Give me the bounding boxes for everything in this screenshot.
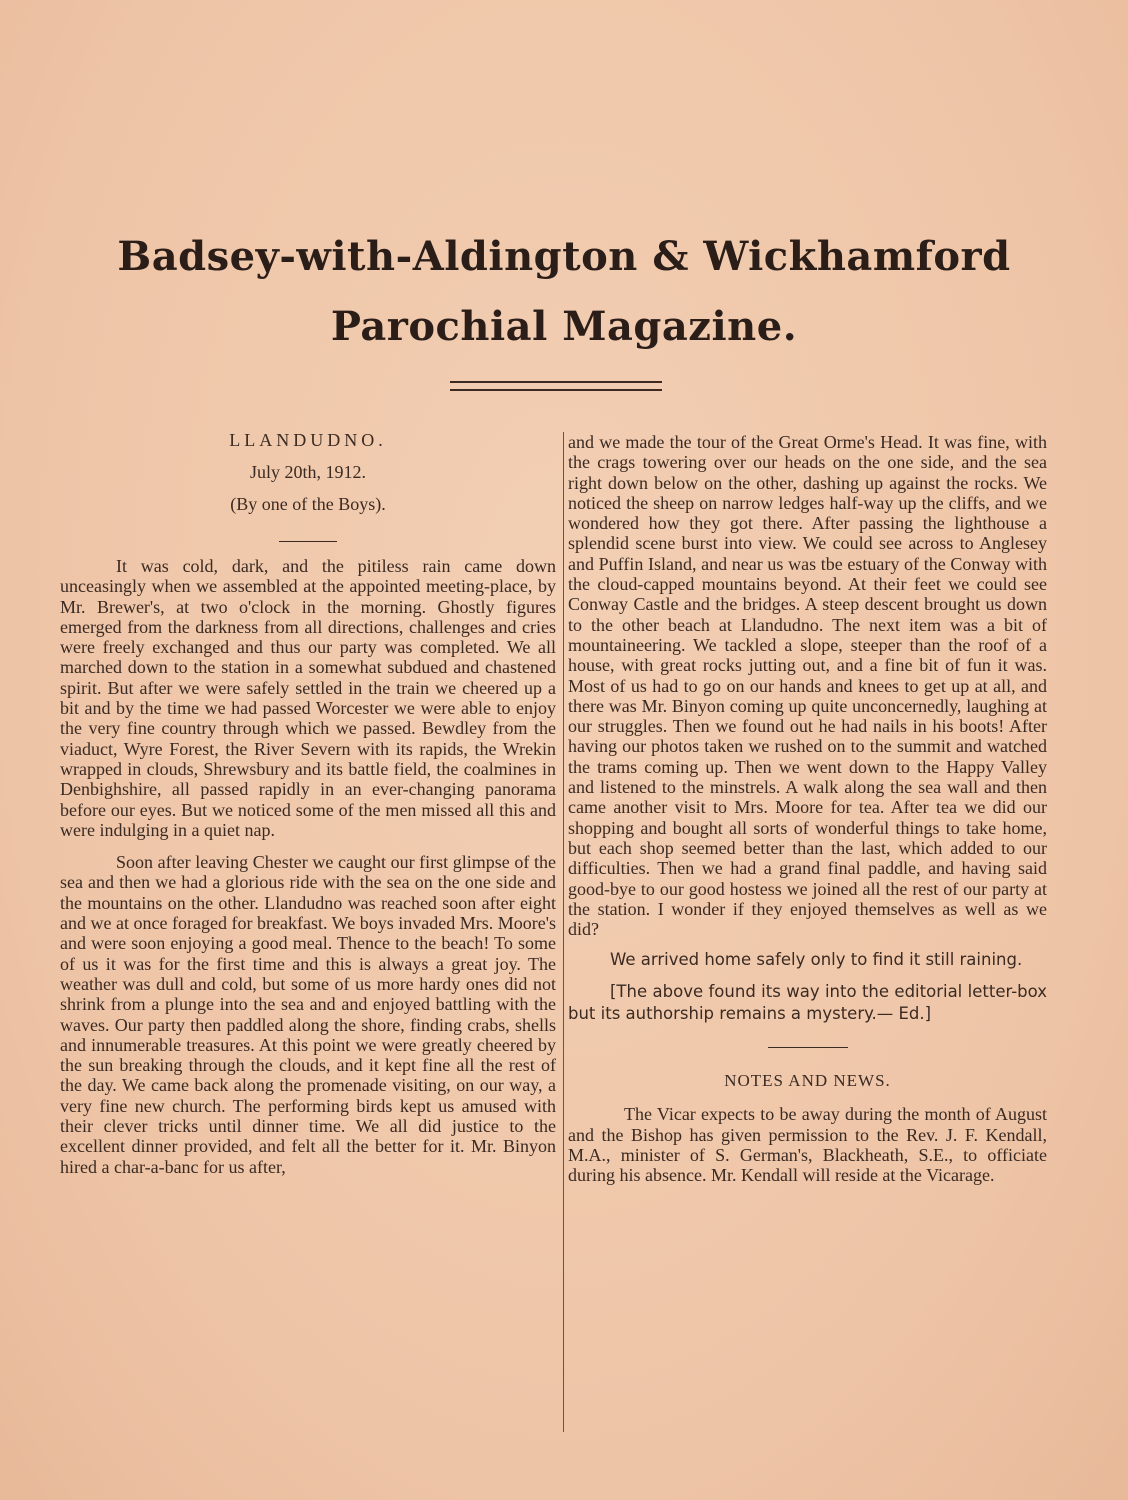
right-column [568,432,1047,1186]
article-paragraph-1: It was cold, dark, and the pitiless rain came down unceasingly when we assembled at the appointed meeting-place, by Mr. Brewer's, at two o'clock in the morning. Ghostly figures emerged from the darkness from all directions, challenges and cries were freely exchanged and thus our party was completed. We all marched down to the station in a somewhat subdued and chastened spirit. But after we were safely settled in the train we cheered up a bit and by the time we had passed Worcester we were able to enjoy the very fine country through which we passed. Bewdley from the viaduct, Wyre Forest, the River Severn with its rapids, the Wrekin wrapped in clouds, Shrewsbury and its battle field, the coalmines in Denbighshire, all passed rapidly in an ever-changing panorama before our eyes. But we noticed some of the men missed all this and were indulging in a quiet nap. [60,556,556,840]
masthead-double-rule [450,381,662,391]
article-date: July 20th, 1912. [249,462,366,482]
notes-divider [768,1047,848,1048]
notes-paragraph-1: The Vicar expects to be away during the month of August and the Bishop has given permission to the Rev. J. F. Kendall, M.A., minister of S. German's, Blackheath, S.E., to officiate during his absence. Mr. Kendall will reside at the Vicarage. [568,1104,1047,1186]
article-closing: We arrived home safely only to find it still raining. [610,950,1023,970]
article-paragraph-3: and we made the tour of the Great Orme's Head. It was fine, with the crags towering over our heads on the one side, and the sea right down below on the other, dashing up against the rocks. We noticed the sheep on narrow ledges half-way up the cliffs, and we wondered how they got there. After passing the lighthouse a splendid scene burst into view. We could see across to Anglesey and Puffin Island, and near us was tbe estuary of the Conway with the cloud-capped mountains beyond. At their feet we could see Conway Castle and the bridges. A steep descent brought us down to the other beach at Llandudno. The next item was a bit of mountaineering. We tackled a slope, steeper than the roof of a house, with great rocks jutting out, and a fine bit of fun it was. Most of us had to go on our hands and knees to get up at all, and there was Mr. Binyon coming up quite unconcernedly, laughing at our struggles. Then we found out he had nails in his boots! After having our photos taken we rushed on to the summit and watched the trams coming up. Then we went down to the Happy Valley and listened to the minstrels. A walk along the sea wall and then came another visit to Mrs. Moore for tea. After tea we did our shopping and bought all sorts of wonderful things to take home, but each shop seemed better than the last, which added to our difficulties. Then we had a grand final paddle, and having said good-bye to our good hostess we joined all the rest of our party at the station. I wonder if they enjoyed themselves as well as we did? [568,432,1047,940]
article-heading: LLANDUDNO. [229,430,387,450]
masthead-title-line-2: Parochial Magazine. [330,303,798,350]
notes-heading: NOTES AND NEWS. [724,1071,891,1091]
article-paragraph-2: Soon after leaving Chester we caught our first glimpse of the sea and then we had a glorious ride with the sea on the one side and the mountains on the other. Llandudno was reached soon after eight and we at once foraged for breakfast. We boys invaded Mrs. Moore's and were soon enjoying a good meal. Thence to the beach! To some of us it was for the first time and this is always a great joy. The weather was dull and cold, but some of us more hardy ones did not shrink from a plunge into the sea and and enjoyed battling with the waves. Our party then paddled along the shore, finding crabs, shells and innumerable treasures. At this point we were greatly cheered by the sun breaking through the clouds, and it kept fine all the rest of the day. We came back along the promenade visiting, on our way, a very fine new church. The performing birds kept us amused with their clever tricks until dinner time. We all did justice to the excellent dinner provided, and felt all the better for it. Mr. Binyon hired a char-a-banc for us after, [60,852,556,1177]
masthead-title-line-1: Badsey-with-Aldington & Wickhamford [117,233,1011,280]
editor-note: [The above found its way into the editorial letter-box but its authorship remains a mystery.— Ed.] [568,982,1047,1024]
masthead [60,222,1068,362]
left-column [60,425,556,1177]
article-byline: (By one of the Boys). [230,494,386,514]
column-divider [563,432,564,1432]
article-divider [279,541,337,542]
